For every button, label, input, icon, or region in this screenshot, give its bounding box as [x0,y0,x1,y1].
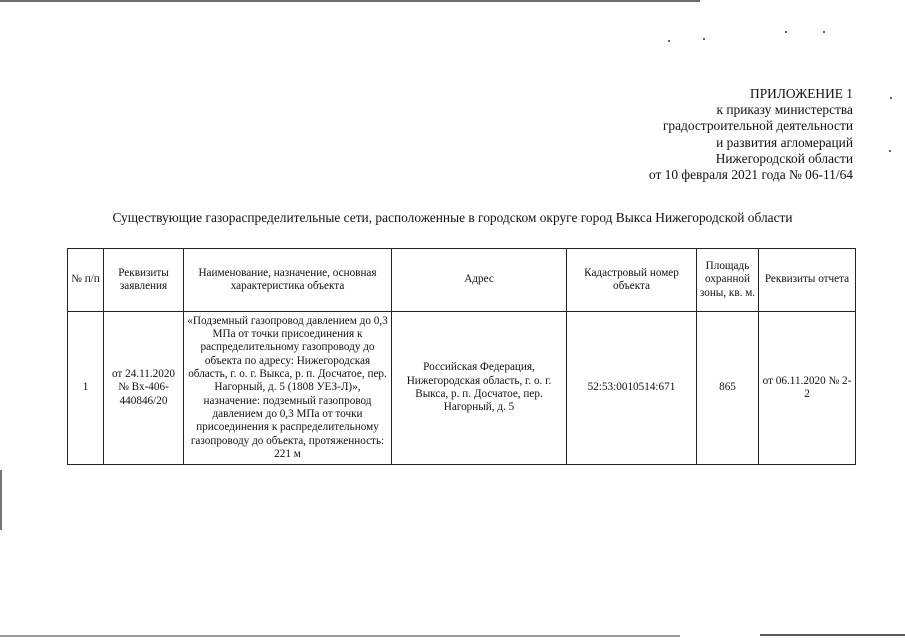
appendix-line: градостроительной деятельности [662,118,853,134]
appendix-line: ПРИЛОЖЕНИЕ 1 [750,86,853,101]
cell-report-details: от 06.11.2020 № 2-2 [759,312,856,465]
scan-artifact-bottom-line [0,635,680,637]
appendix-line: и развития агломераций [716,134,853,150]
cell-request-details: от 24.11.2020 № Вх-406-440846/20 [104,312,184,465]
scan-speck [703,38,705,40]
scan-artifact-top-line [0,0,700,2]
scan-speck [890,97,892,99]
header-request-details: Реквизиты заявления [104,249,184,312]
header-report-details: Реквизиты отчета [759,249,856,312]
cell-address: Российская Федерация, Нижегородская область, г. о. г. Выкса, р. п. Досчатое, пер. Нагорный, д. 5 [392,312,567,465]
header-cadastral-number: Кадастровый номер объекта [567,249,697,312]
appendix-block [649,86,853,183]
table-row [68,312,856,465]
document-title: Существующие газораспределительные сети, расположенные в городском округе город Выкса Нижегородской области [112,210,793,225]
table-header-row [68,249,856,312]
cell-number: 1 [68,312,104,465]
appendix-line: от 10 февраля 2021 года № 06-11/64 [648,167,853,183]
header-number: № п/п [68,249,104,312]
appendix-line: Нижегородской области [715,150,853,166]
header-address: Адрес [392,249,567,312]
scan-artifact-bottom-line-right [760,634,905,636]
header-object-description: Наименование, назначение, основная характеристика объекта [184,249,392,312]
cell-protection-zone-area: 865 [697,312,759,465]
gas-network-table [67,248,856,465]
cell-object-description: «Подземный газопровод давлением до 0,3 МПа от точки присоединения к распределительному газопроводу до объекта по адресу: Нижегородская область, г. о. г. Выкса, р. п. Досчатое, пер. Нагорный, д. 5 (1808 УЕЗ-Л)», назначение: подземный газопровод давлением до 0,3 МПа от точки присоединения к распределительному газопроводу до объекта, протяженность: 221 м [184,312,392,465]
appendix-line: к приказу министерства [716,102,853,118]
scan-speck [889,150,891,152]
cell-cadastral-number: 52:53:0010514:671 [567,312,697,465]
header-protection-zone-area: Площадь охранной зоны, кв. м. [697,249,759,312]
scan-artifact-left-edge [0,470,2,530]
scan-speck [668,40,670,42]
scan-speck [785,31,787,33]
scan-speck [823,31,825,33]
